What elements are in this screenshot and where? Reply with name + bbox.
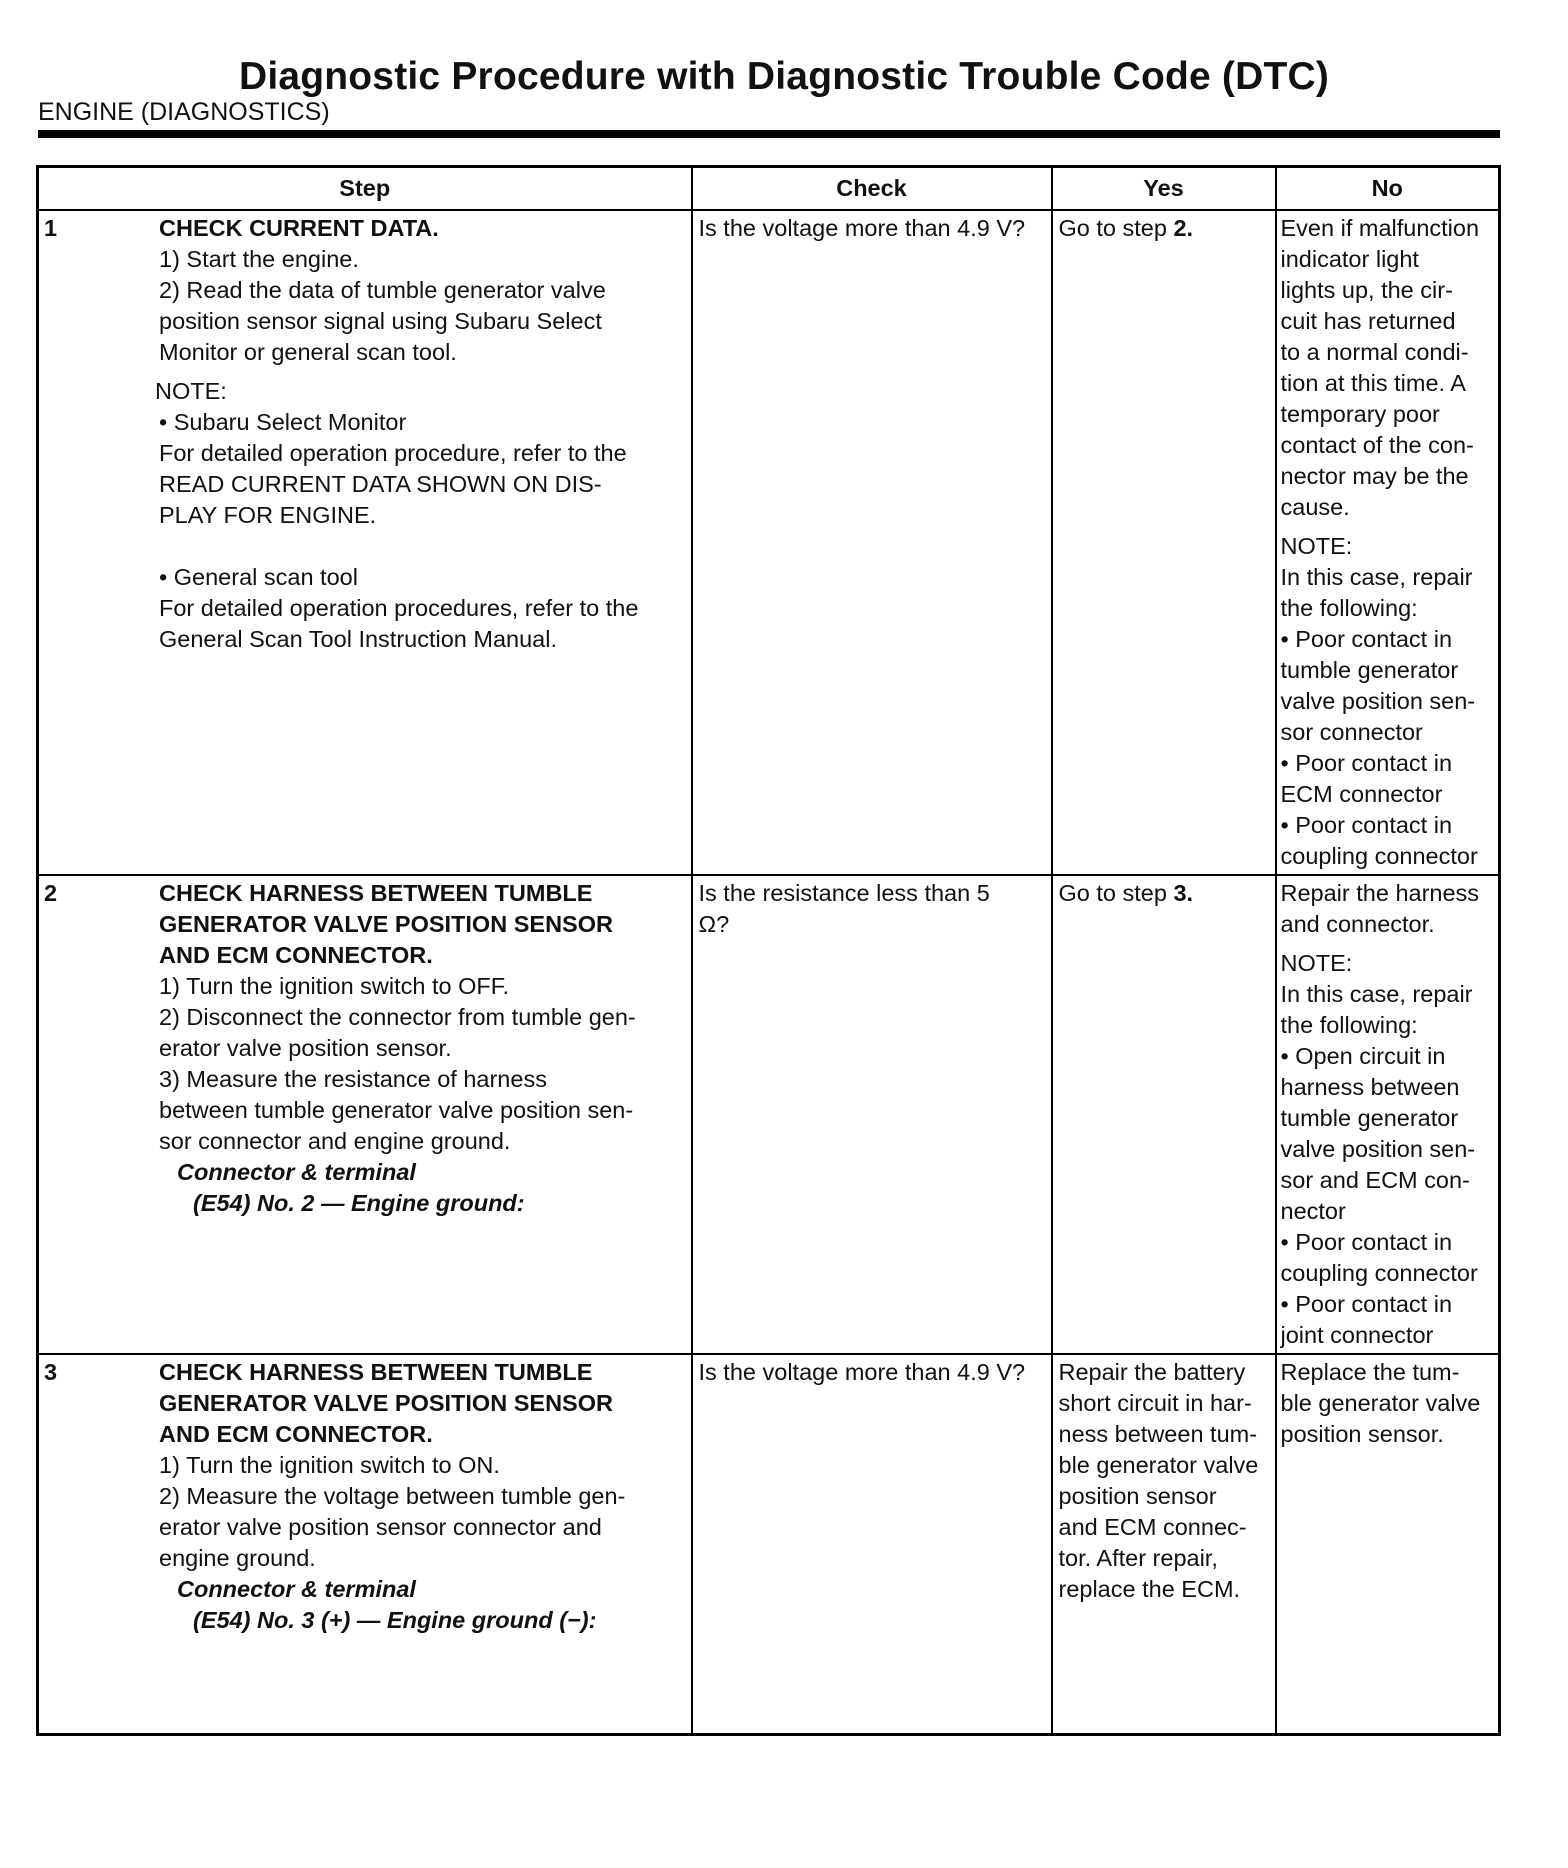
check-question: Ω?	[698, 911, 730, 937]
no-line: ble generator valve	[1280, 1390, 1481, 1416]
step-line: 1) Turn the ignition switch to ON.	[159, 1452, 500, 1478]
no-line: • Open circuit in	[1280, 1043, 1446, 1069]
no-line: tion at this time. A	[1280, 370, 1466, 396]
note-label: NOTE:	[155, 378, 227, 404]
step-line: sor connector and engine ground.	[159, 1128, 511, 1154]
no-line: coupling connector	[1280, 843, 1478, 869]
terminal-label: Connector & terminal	[177, 1159, 416, 1185]
terminal-value: (E54) No. 3 (+) — Engine ground (−):	[193, 1607, 597, 1633]
step-line: For detailed operation procedure, refer to the	[159, 440, 627, 466]
table-row	[38, 210, 1500, 875]
yes-line: Repair the battery	[1058, 1359, 1246, 1385]
step-line: 1) Turn the ignition switch to OFF.	[159, 973, 510, 999]
step-cell	[38, 875, 692, 1354]
column-header-yes: Yes	[1052, 167, 1276, 211]
step-number: 3	[44, 1359, 58, 1385]
yes-step-ref: 2.	[1173, 215, 1194, 241]
yes-line: position sensor	[1058, 1483, 1217, 1509]
step-cell	[38, 1354, 692, 1734]
no-line: temporary poor	[1280, 401, 1440, 427]
yes-line: ble generator valve	[1058, 1452, 1259, 1478]
step-title: CHECK HARNESS BETWEEN TUMBLE	[159, 880, 593, 906]
terminal-label: Connector & terminal	[177, 1576, 416, 1602]
no-line: cause.	[1280, 494, 1350, 520]
no-line: sor and ECM con-	[1280, 1167, 1470, 1193]
procedure-table	[36, 165, 1501, 1736]
table-row	[38, 875, 1500, 1354]
check-question: Is the voltage more than 4.9 V?	[698, 215, 1026, 241]
step-line: Monitor or general scan tool.	[159, 339, 457, 365]
yes-line: ness between tum-	[1058, 1421, 1258, 1447]
step-line: PLAY FOR ENGINE.	[159, 502, 377, 528]
no-line: indicator light	[1280, 246, 1419, 272]
header-rule	[38, 130, 1500, 138]
no-cell	[1276, 210, 1500, 875]
step-line: 2) Measure the voltage between tumble gen-	[159, 1483, 626, 1509]
no-line: tumble generator	[1280, 657, 1459, 683]
step-line: erator valve position sensor connector and	[159, 1514, 602, 1540]
no-line: joint connector	[1280, 1322, 1434, 1348]
step-body	[159, 878, 685, 1219]
yes-cell	[1052, 210, 1276, 875]
step-number: 2	[44, 880, 58, 906]
no-line: In this case, repair	[1280, 564, 1473, 590]
check-question: Is the resistance less than 5	[698, 880, 990, 906]
step-line: erator valve position sensor.	[159, 1035, 452, 1061]
step-title: CHECK HARNESS BETWEEN TUMBLE	[159, 1359, 593, 1385]
step-line: • Subaru Select Monitor	[159, 409, 407, 435]
step-title: CHECK CURRENT DATA.	[159, 215, 439, 241]
step-body	[155, 213, 685, 655]
step-title: AND ECM CONNECTOR.	[159, 1421, 433, 1447]
no-line: Replace the tum-	[1280, 1359, 1460, 1385]
step-line: 1) Start the engine.	[159, 246, 359, 272]
step-number: 1	[44, 215, 58, 241]
yes-cell	[1052, 875, 1276, 1354]
step-cell	[38, 210, 692, 875]
no-line: the following:	[1280, 1012, 1418, 1038]
note-label: NOTE:	[1280, 533, 1353, 559]
terminal-value: (E54) No. 2 — Engine ground:	[193, 1190, 525, 1216]
no-line: sor connector	[1280, 719, 1423, 745]
step-line: position sensor signal using Subaru Select	[159, 308, 602, 334]
column-header-step: Step	[38, 167, 692, 211]
no-line: • Poor contact in	[1280, 1229, 1453, 1255]
page-title: Diagnostic Procedure with Diagnostic Trouble Code (DTC)	[238, 55, 1330, 98]
yes-text: Go to step	[1058, 880, 1174, 906]
no-line: ECM connector	[1280, 781, 1443, 807]
no-line: valve position sen-	[1280, 1136, 1476, 1162]
no-line: tumble generator	[1280, 1105, 1459, 1131]
no-line: nector may be the	[1280, 463, 1469, 489]
step-line: 3) Measure the resistance of harness	[159, 1066, 547, 1092]
no-line: In this case, repair	[1280, 981, 1473, 1007]
no-line: Even if malfunction	[1280, 215, 1480, 241]
no-line: • Poor contact in	[1280, 812, 1453, 838]
no-line: valve position sen-	[1280, 688, 1476, 714]
check-question: Is the voltage more than 4.9 V?	[698, 1359, 1026, 1385]
step-body	[159, 1357, 685, 1636]
step-title: GENERATOR VALVE POSITION SENSOR	[159, 1390, 613, 1416]
no-line: • Poor contact in	[1280, 750, 1453, 776]
no-line: • Poor contact in	[1280, 626, 1453, 652]
no-line: and connector.	[1280, 911, 1435, 937]
no-line: nector	[1280, 1198, 1346, 1224]
step-line: For detailed operation procedures, refer to the	[159, 595, 639, 621]
step-line: between tumble generator valve position sen-	[159, 1097, 634, 1123]
yes-step-ref: 3.	[1173, 880, 1194, 906]
yes-line: tor. After repair,	[1058, 1545, 1218, 1571]
note-label: NOTE:	[1280, 950, 1353, 976]
no-line: to a normal condi-	[1280, 339, 1469, 365]
check-cell	[692, 210, 1052, 875]
column-header-check: Check	[692, 167, 1052, 211]
yes-cell	[1052, 1354, 1276, 1734]
yes-line: short circuit in har-	[1058, 1390, 1252, 1416]
check-cell	[692, 875, 1052, 1354]
yes-line: replace the ECM.	[1058, 1576, 1241, 1602]
no-line: position sensor.	[1280, 1421, 1444, 1447]
step-line: 2) Read the data of tumble generator valve	[159, 277, 606, 303]
step-line: engine ground.	[159, 1545, 316, 1571]
yes-text: Go to step	[1058, 215, 1174, 241]
no-cell	[1276, 875, 1500, 1354]
no-line: • Poor contact in	[1280, 1291, 1453, 1317]
step-line: READ CURRENT DATA SHOWN ON DIS-	[159, 471, 602, 497]
no-line: lights up, the cir-	[1280, 277, 1453, 303]
no-line: the following:	[1280, 595, 1418, 621]
table-row	[38, 1354, 1500, 1734]
section-subtitle: ENGINE (DIAGNOSTICS)	[38, 98, 330, 126]
column-header-no: No	[1276, 167, 1500, 211]
yes-line: and ECM connec-	[1058, 1514, 1247, 1540]
step-title: GENERATOR VALVE POSITION SENSOR	[159, 911, 613, 937]
no-line: Repair the harness	[1280, 880, 1480, 906]
table-header-row	[38, 167, 1500, 211]
step-line: 2) Disconnect the connector from tumble gen-	[159, 1004, 636, 1030]
no-line: contact of the con-	[1280, 432, 1474, 458]
no-line: coupling connector	[1280, 1260, 1478, 1286]
step-line: General Scan Tool Instruction Manual.	[159, 626, 557, 652]
step-title: AND ECM CONNECTOR.	[159, 942, 433, 968]
no-cell	[1276, 1354, 1500, 1734]
check-cell	[692, 1354, 1052, 1734]
no-line: cuit has returned	[1280, 308, 1456, 334]
no-line: harness between	[1280, 1074, 1460, 1100]
step-line: • General scan tool	[159, 564, 358, 590]
